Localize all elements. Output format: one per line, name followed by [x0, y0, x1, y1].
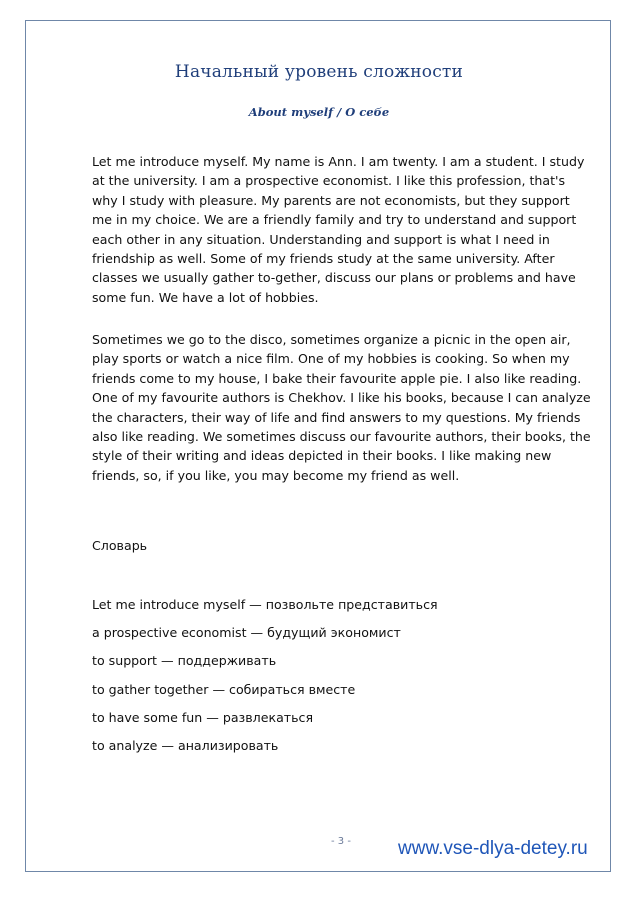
page-number: - 3 -	[331, 836, 351, 847]
text-paragraph-2: Sometimes we go to the disco, sometimes organize a picnic in the open air, play sports or watch a nice film. One of my hobbies is cooking. So when my friends come to my house, I bake their favourite apple pie. I also like reading. One of my favourite authors is Chekhov. I like his books, because I can analyze the characters, their way of life and find answers to my questions. My friends also like reading. We sometimes discuss our favourite authors, their books, the style of their writing and ideas depicted in their books. I like making new friends, so, if you like, you may become my friend as well.	[92, 332, 591, 483]
vocabulary-item: to have some fun — развлекаться	[92, 709, 314, 725]
vocabulary-item: to analyze — анализировать	[92, 737, 279, 753]
vocabulary-list	[92, 596, 438, 765]
vocabulary-item: to gather together — собираться вместе	[92, 681, 356, 697]
page-title: Начальный уровень сложности	[174, 62, 464, 82]
website-link[interactable]: www.vse-dlya-detey.ru	[398, 838, 588, 859]
vocabulary-item: a prospective economist — будущий экономист	[92, 625, 401, 641]
vocabulary-item: Let me introduce myself — позвольте представиться	[92, 597, 438, 612]
vocabulary-heading: Словарь	[92, 538, 148, 553]
text-paragraph-1: Let me introduce myself. My name is Ann. I am twenty. I am a student. I study at the university. I am a prospective economist. I like this profession, that's why I study with pleasure. My parents are not economists, but they support me in my choice. We are a friendly family and try to understand and support each other in any situation. Understanding and support is what I need in friendship as well. Some of my friends study at the same university. After classes we usually gather to-gether, discuss our plans or problems and have some fun. We have a lot of hobbies.	[92, 154, 585, 305]
section-subtitle: About myself / О себе	[248, 105, 390, 119]
vocabulary-item: to support — поддерживать	[92, 653, 277, 669]
